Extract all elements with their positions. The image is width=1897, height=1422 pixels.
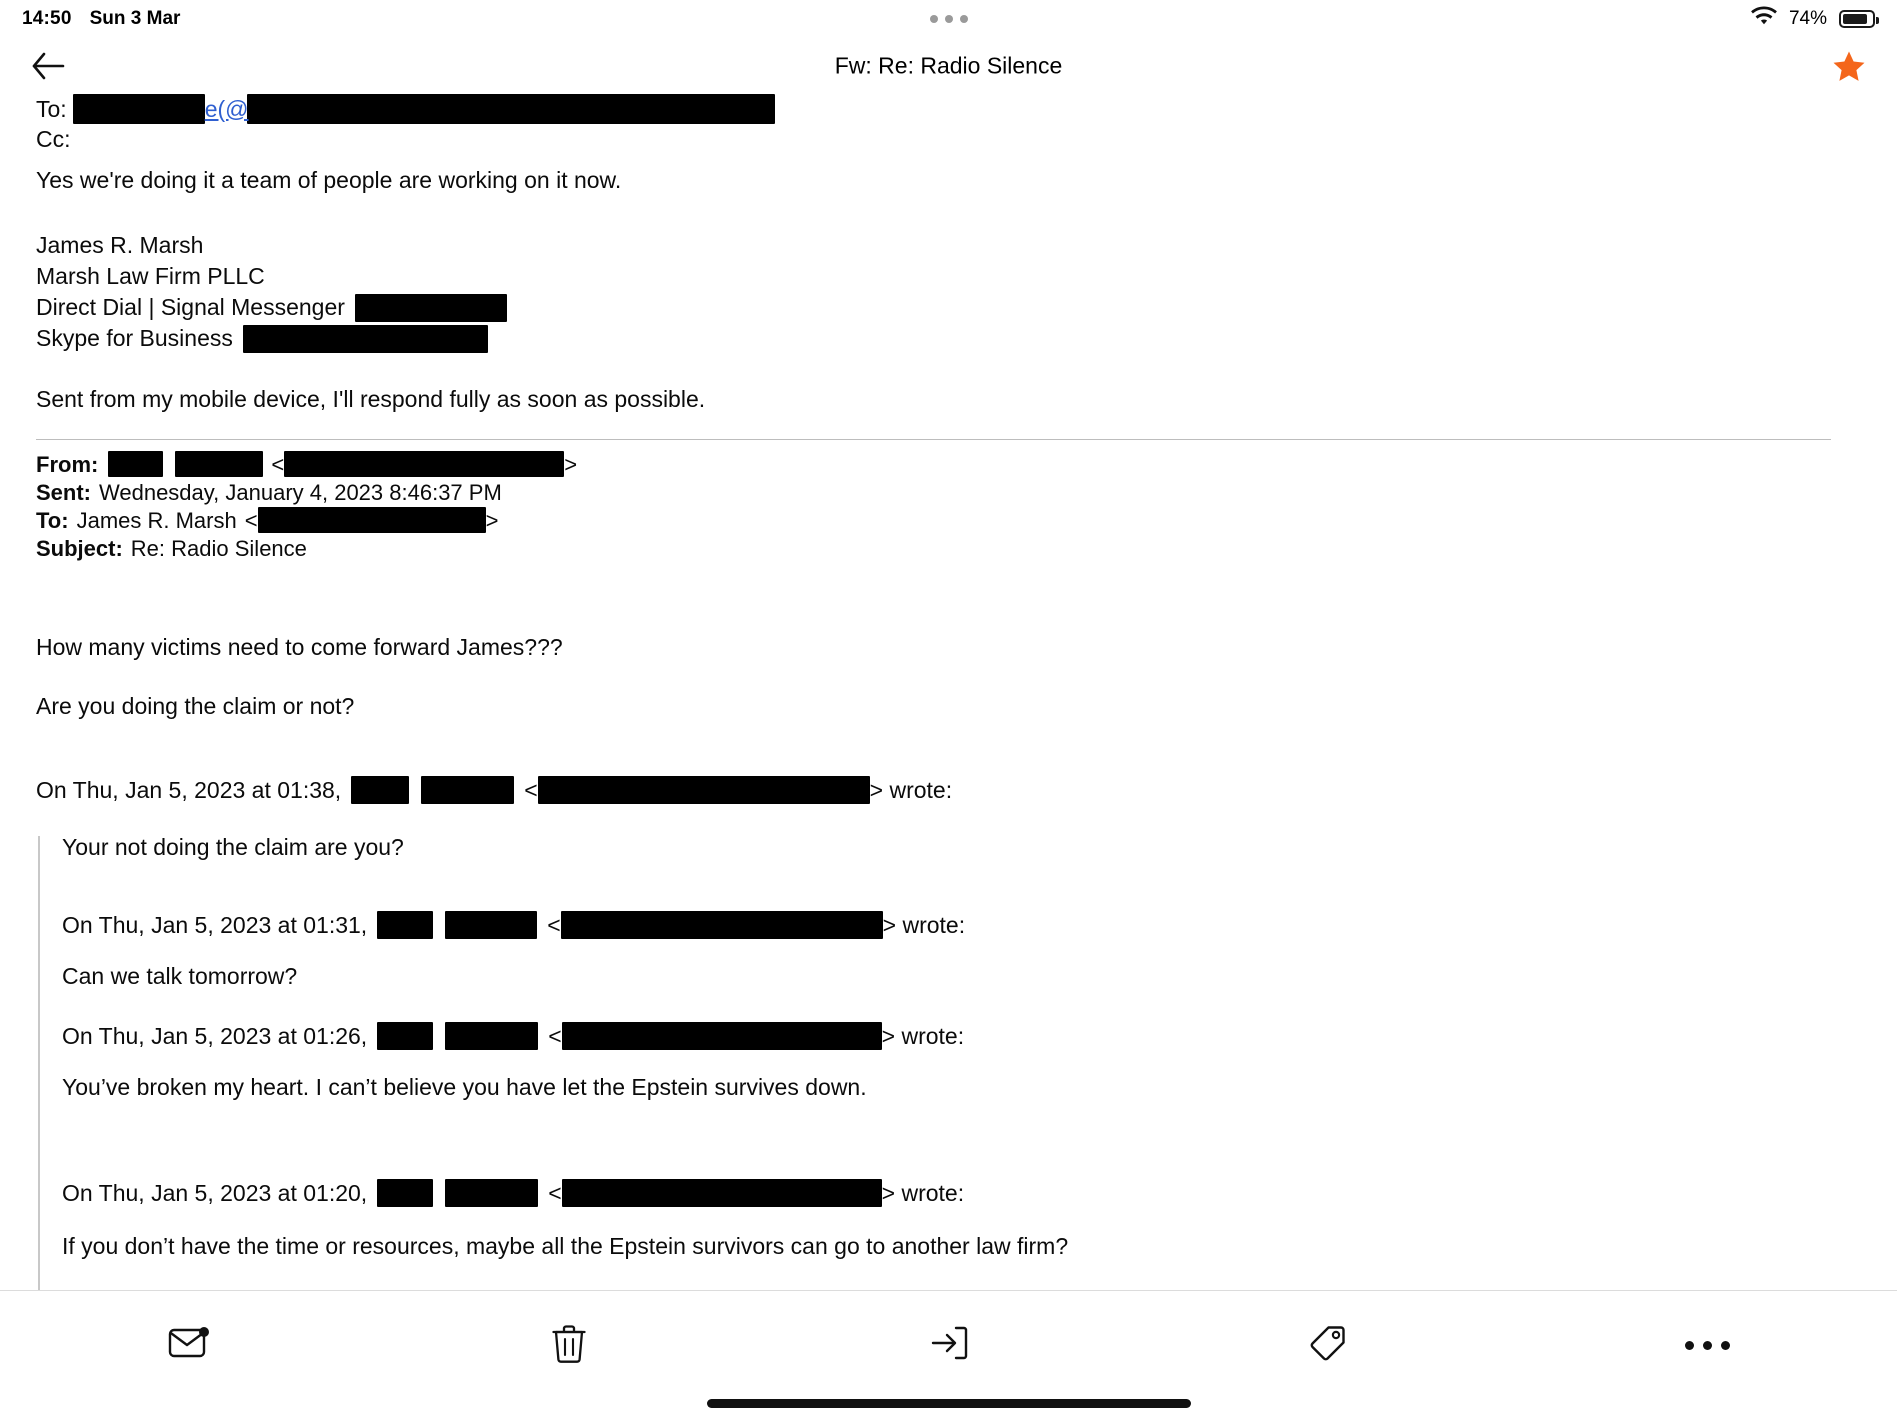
nested-quote-block <box>38 836 1861 1367</box>
redaction-block <box>351 776 409 804</box>
wrote-suffix: > wrote: <box>881 1022 965 1049</box>
angle-open: < <box>548 1179 562 1206</box>
status-date: Sun 3 Mar <box>89 8 181 29</box>
redaction-block <box>73 94 205 124</box>
redaction-block <box>562 1179 882 1207</box>
star-icon <box>1832 50 1866 83</box>
message-intro-paragraph: Yes we're doing it a team of people are working on it now. <box>36 167 622 193</box>
more-icon <box>1685 1341 1730 1350</box>
back-arrow-icon <box>31 51 65 81</box>
wrote-prefix: On Thu, Jan 5, 2023 at 01:26, <box>62 1022 368 1049</box>
recipient-to-row <box>36 94 1861 124</box>
signature-block <box>36 230 1861 354</box>
message-content <box>0 94 1897 1367</box>
flag-button[interactable] <box>1827 44 1871 88</box>
quoted-paragraph-1: How many victims need to come forward James??? <box>36 634 563 661</box>
tag-button[interactable] <box>1138 1313 1517 1377</box>
wrote-line-0138 <box>36 774 1861 806</box>
signature-direct-dial-text: Direct Dial | Signal Messenger <box>36 294 345 321</box>
redaction-block <box>562 1022 882 1050</box>
wrote-suffix: > wrote: <box>881 1179 965 1206</box>
wrote-prefix: On Thu, Jan 5, 2023 at 01:31, <box>62 911 368 938</box>
redaction-block <box>243 325 488 353</box>
forwarded-sent-label: Sent: <box>36 479 91 505</box>
battery-percent-label: 74% <box>1788 8 1827 29</box>
signature-skype <box>36 323 1861 354</box>
quote-text-2: Can we talk tomorrow? <box>62 963 298 990</box>
angle-close: > <box>564 451 578 477</box>
status-bar-right <box>1751 7 1875 32</box>
more-actions-button[interactable] <box>1518 1313 1897 1377</box>
redaction-block <box>377 1179 433 1207</box>
handle-dot <box>960 15 968 23</box>
redaction-block <box>377 1022 433 1050</box>
quote-text-1: Your not doing the claim are you? <box>62 834 404 861</box>
tag-icon <box>1310 1325 1346 1366</box>
home-indicator[interactable] <box>707 1399 1191 1408</box>
quote-text-3: You’ve broken my heart. I can’t believe you have let the Epstein survives down. <box>62 1074 867 1101</box>
cc-label: Cc: <box>36 126 71 152</box>
status-time: 14:50 <box>22 8 72 29</box>
quoted-paragraph-2: Are you doing the claim or not? <box>36 693 355 720</box>
wrote-suffix: > wrote: <box>882 911 966 938</box>
navigation-bar <box>0 38 1897 94</box>
signature-skype-text: Skype for Business <box>36 325 233 352</box>
page-title: Fw: Re: Radio Silence <box>834 52 1063 79</box>
angle-open: < <box>548 1022 562 1049</box>
signature-name-text: James R. Marsh <box>36 232 204 258</box>
wrote-line-0120 <box>62 1177 1861 1209</box>
angle-open: < <box>524 776 538 803</box>
redaction-block <box>108 451 163 477</box>
forwarded-sent-row <box>36 478 1861 506</box>
signature-firm-text: Marsh Law Firm PLLC <box>36 263 265 290</box>
back-button[interactable] <box>26 44 70 88</box>
angle-close: > <box>485 507 499 533</box>
trash-icon <box>552 1324 586 1367</box>
sent-from-device-note: Sent from my mobile device, I'll respond fully as soon as possible. <box>36 386 706 413</box>
redaction-block <box>247 94 775 124</box>
redaction-block <box>445 911 537 939</box>
wrote-prefix: On Thu, Jan 5, 2023 at 01:38, <box>36 776 342 803</box>
forwarded-subject-label: Subject: <box>36 535 123 561</box>
move-to-folder-icon <box>930 1325 968 1366</box>
redaction-block <box>377 911 433 939</box>
handle-dot <box>945 15 953 23</box>
redaction-block <box>258 507 486 533</box>
battery-icon <box>1839 10 1875 28</box>
wifi-icon <box>1751 7 1777 32</box>
redaction-block <box>445 1022 538 1050</box>
forwarded-from-row <box>36 450 1861 478</box>
redaction-block <box>445 1179 538 1207</box>
handle-dot <box>930 15 938 23</box>
final-paragraph-1: If you don’t have the time or resources, maybe all the Epstein survivors can go to another law firm? <box>62 1233 1069 1260</box>
forwarded-divider <box>36 439 1831 440</box>
recipient-cc-row <box>36 128 1861 151</box>
move-to-folder-button[interactable] <box>759 1313 1138 1377</box>
redaction-block <box>175 451 263 477</box>
signature-direct-dial <box>36 292 1861 323</box>
to-label: To: <box>36 95 67 122</box>
message-body-scroll[interactable] <box>0 94 1897 1290</box>
redaction-block <box>284 451 564 477</box>
mark-unread-button[interactable] <box>0 1313 379 1377</box>
forwarded-to-value: James R. Marsh <box>76 507 237 533</box>
wrote-line-0131 <box>62 909 1861 941</box>
redaction-block <box>561 911 883 939</box>
signature-firm <box>36 261 1861 292</box>
forwarded-subject-value: Re: Radio Silence <box>130 535 307 561</box>
redaction-block <box>421 776 514 804</box>
angle-open: < <box>547 911 561 938</box>
multitask-handle[interactable] <box>930 15 968 23</box>
forwarded-sent-value: Wednesday, January 4, 2023 8:46:37 PM <box>99 479 502 505</box>
status-bar-left <box>22 8 180 30</box>
angle-open: < <box>244 507 258 533</box>
forwarded-header <box>36 450 1861 562</box>
forwarded-to-label: To: <box>36 507 69 533</box>
forwarded-subject-row <box>36 534 1861 562</box>
wrote-suffix: > wrote: <box>869 776 953 803</box>
mark-unread-icon <box>168 1326 212 1365</box>
wrote-line-0126 <box>62 1020 1861 1052</box>
recipient-email-link[interactable]: e(@ <box>204 95 249 122</box>
forwarded-from-label: From: <box>36 451 99 477</box>
angle-open: < <box>271 451 285 477</box>
status-bar <box>0 0 1897 38</box>
delete-button[interactable] <box>379 1313 758 1377</box>
redaction-block <box>355 294 507 322</box>
signature-name <box>36 230 1861 261</box>
redaction-block <box>538 776 870 804</box>
wrote-prefix: On Thu, Jan 5, 2023 at 01:20, <box>62 1179 368 1206</box>
forwarded-to-row <box>36 506 1861 534</box>
